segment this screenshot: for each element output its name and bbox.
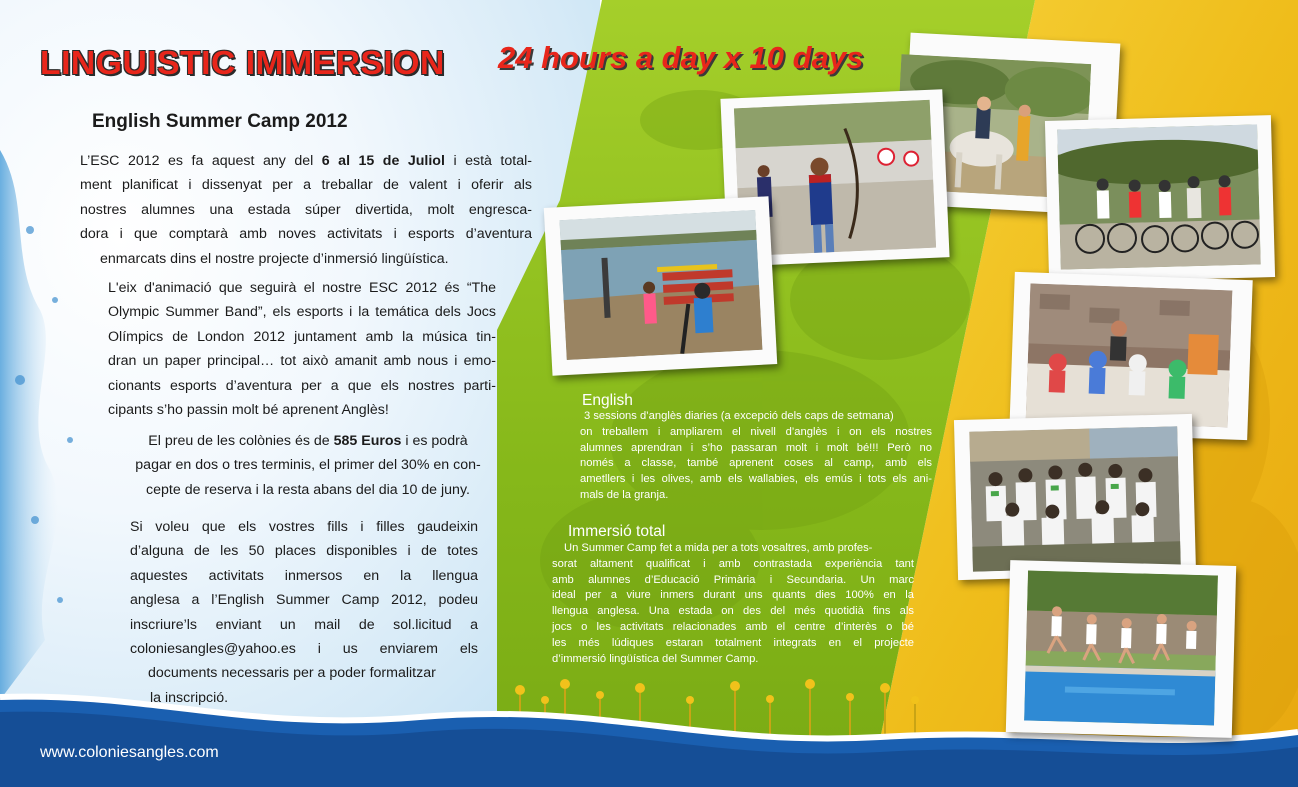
section-line: mals de la granja. [580,488,669,501]
title-banner [40,40,940,90]
text-span: i es podrà [401,433,468,449]
immersion-section-text [552,541,914,667]
text-span: L’ESC 2012 es fa aquest any del [80,153,314,169]
paragraph-enrol [130,515,478,710]
kayak-dock-photo [544,196,777,376]
section-line: sorat altament qualificat i amb contrastada experiència tant [552,557,914,570]
dates-bold: 6 al 15 de Juliol [321,153,445,169]
english-section-text [580,409,932,504]
cycling-photo [1045,115,1275,283]
paragraph-line: la inscripció. [150,689,229,706]
paragraph-line: cepte de reserva i la resta abans del dia 10 de juny. [146,481,470,498]
paragraph-line: enmarcats dins el nostre projecte d’inmersió lingüística. [100,250,449,267]
cycling-image [1057,124,1261,269]
classroom-image [1026,283,1233,427]
section-line: amb alumnes d’Educació Primària i Secundaria. Un marc [552,573,914,586]
kayak-dock-image [559,210,762,360]
paragraph-line [80,149,532,173]
paragraph-dates [80,149,532,271]
paragraph-line: d’alguna de les 50 places disponibles i de totes [130,543,478,560]
text-span: i està total- [453,153,532,169]
paragraph-line: Olímpics de London 2012 juntament amb la música tin- [108,328,496,345]
title-main: LINGUISTIC IMMERSION [40,44,445,81]
paragraph-line: inscriure’ls enviant un mail de sol.licitud a [130,616,478,633]
section-line: alumnes aprendran i s’ho passaran molt i molt bé!!! Però no [580,441,932,454]
paragraph-line: Olympic Summer Band”, els esports i la temática dels Jocs [108,304,496,321]
paragraph-line: nostres alumnes una estada súper divertida, molt engresca- [80,201,532,218]
paragraph-price [124,429,492,502]
group-photo [954,414,1196,580]
pool-jump-photo [1006,560,1236,738]
website-link[interactable]: www.coloniesangles.com [40,744,219,761]
paragraph-theme [108,276,496,422]
text-span: El preu de les colònies és de [148,433,334,449]
section-line: jocs o les activitats relacionades amb el centre d’interès o bé [552,620,914,633]
paragraph-line: ment planificat i dissenyat per a treballar de valent i oferir als [80,177,532,194]
immersion-section-title: Immersió total [568,523,666,540]
paragraph-line: cipants s’ho passin molt bé aprenent Anglès! [108,402,389,419]
section-line: ideal per a viure inmers durant uns quants dies 100% en la [552,589,914,602]
paragraph-line: L'eix d'animació que seguirà el nostre ESC 2012 és “The [108,280,496,296]
section-line: 3 sessions d’anglès diaries (a excepció dels caps de setmana) [584,410,894,422]
section-line: on treballem i ampliarem el nivell d’anglès i on els nostres [580,425,932,438]
page-heading: English Summer Camp 2012 [92,111,348,132]
pool-jump-image [1024,571,1218,726]
section-line: llengua anglesa. Una estada on des del més quotidià fins als [552,605,914,618]
group-image [969,426,1181,571]
section-line: ametllers i les olives, amb els wallabies, els emús i tots els ani- [580,473,932,486]
email-line: coloniesangles@yahoo.es i us enviarem els [130,641,478,658]
section-line: d’immersió lingüística del Summer Camp. [552,652,759,665]
paragraph-line [124,429,492,453]
section-line: Un Summer Camp fet a mida per a tots vosaltres, amb profes- [564,542,873,554]
section-line: només a classe, també aprenent coses al camp, amb els [580,457,932,470]
paragraph-line: cionants esports d’aventura per a que els nostres parti- [108,377,496,394]
title-sub: 24 hours a day x 10 days [498,40,864,75]
section-line: les més lúdiques estaran totalment integrats en el projecte [552,636,914,649]
paragraph-line: dran un paper principal… tot això amanit amb nous i emo- [108,353,496,370]
paragraph-line: dora i que comptarà amb noves activitats i esports d’aventura [80,226,532,243]
paragraph-line: anglesa a l’English Summer Camp 2012, podeu [130,592,478,609]
paragraph-line: Si voleu que els vostres fills i filles gaudeixin [130,519,478,535]
price-bold: 585 Euros [333,433,402,449]
paragraph-line: documents necessaris per a poder formalitzar [148,665,436,682]
english-section-title: English [582,392,633,409]
paragraph-line: aquestes activitats inmersos en la llengua [130,567,478,584]
paragraph-line: pagar en dos o tres terminis, el primer del 30% en con- [135,457,481,474]
